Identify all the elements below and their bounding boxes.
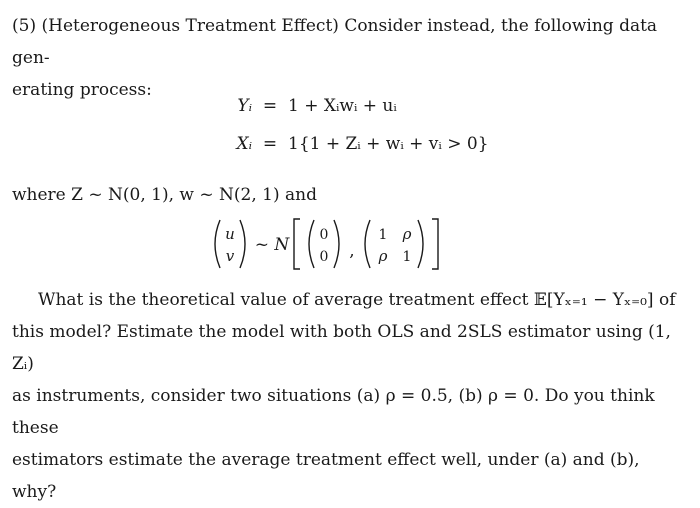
where-line: where Z ~ N(0, 1), w ~ N(2, 1) and — [12, 185, 317, 205]
right-paren-cov — [418, 220, 423, 268]
question-line-1-text: What is the theoretical value of average treatment effect 𝔼[Yₓ₌₁ − Yₓ₌₀] of — [38, 290, 676, 310]
eq2-rel: = — [262, 134, 278, 154]
right-paren-vec — [240, 220, 245, 268]
vec-bottom: v — [225, 247, 235, 265]
joint-distribution — [210, 218, 480, 270]
eq1-lhs: Yᵢ — [237, 96, 252, 116]
eq1-rel: = — [262, 96, 278, 116]
cov-22: 1 — [402, 249, 412, 265]
eq1-rhs: 1 + Xᵢwᵢ + uᵢ — [288, 96, 397, 116]
cov-11: 1 — [378, 227, 388, 243]
vec-top: u — [225, 225, 235, 243]
eq2-lhs: Xᵢ — [236, 134, 252, 154]
intro-line-2: erating process: — [12, 80, 152, 100]
comma: , — [349, 241, 355, 261]
question-line-2: this model? Estimate the model with both OLS and 2SLS estimator using (1, Zᵢ) — [12, 322, 671, 374]
question-line-3: as instruments, consider two situations (a) ρ = 0.5, (b) ρ = 0. Do you think these — [12, 386, 655, 438]
dgp-equations — [212, 92, 588, 158]
left-paren-vec — [215, 220, 220, 268]
left-paren-cov — [365, 220, 370, 268]
right-paren-mean — [334, 220, 339, 268]
left-paren-mean — [309, 220, 314, 268]
right-bracket — [432, 219, 438, 269]
mean-top: 0 — [319, 227, 329, 243]
dist-symbol: ~ N — [254, 235, 290, 255]
question-paragraph — [12, 284, 688, 508]
cov-12: ρ — [402, 225, 412, 243]
left-bracket — [294, 219, 300, 269]
intro-line-1: (5) (Heterogeneous Treatment Effect) Consider instead, the following data gen- — [12, 16, 658, 68]
cov-21: ρ — [378, 247, 388, 265]
question-line-1 — [12, 284, 688, 316]
question-line-4: estimators estimate the average treatment effect well, under (a) and (b), why? — [12, 450, 640, 502]
mean-bottom: 0 — [319, 249, 329, 265]
eq2-rhs: 1{1 + Zᵢ + wᵢ + vᵢ > 0} — [288, 134, 489, 154]
